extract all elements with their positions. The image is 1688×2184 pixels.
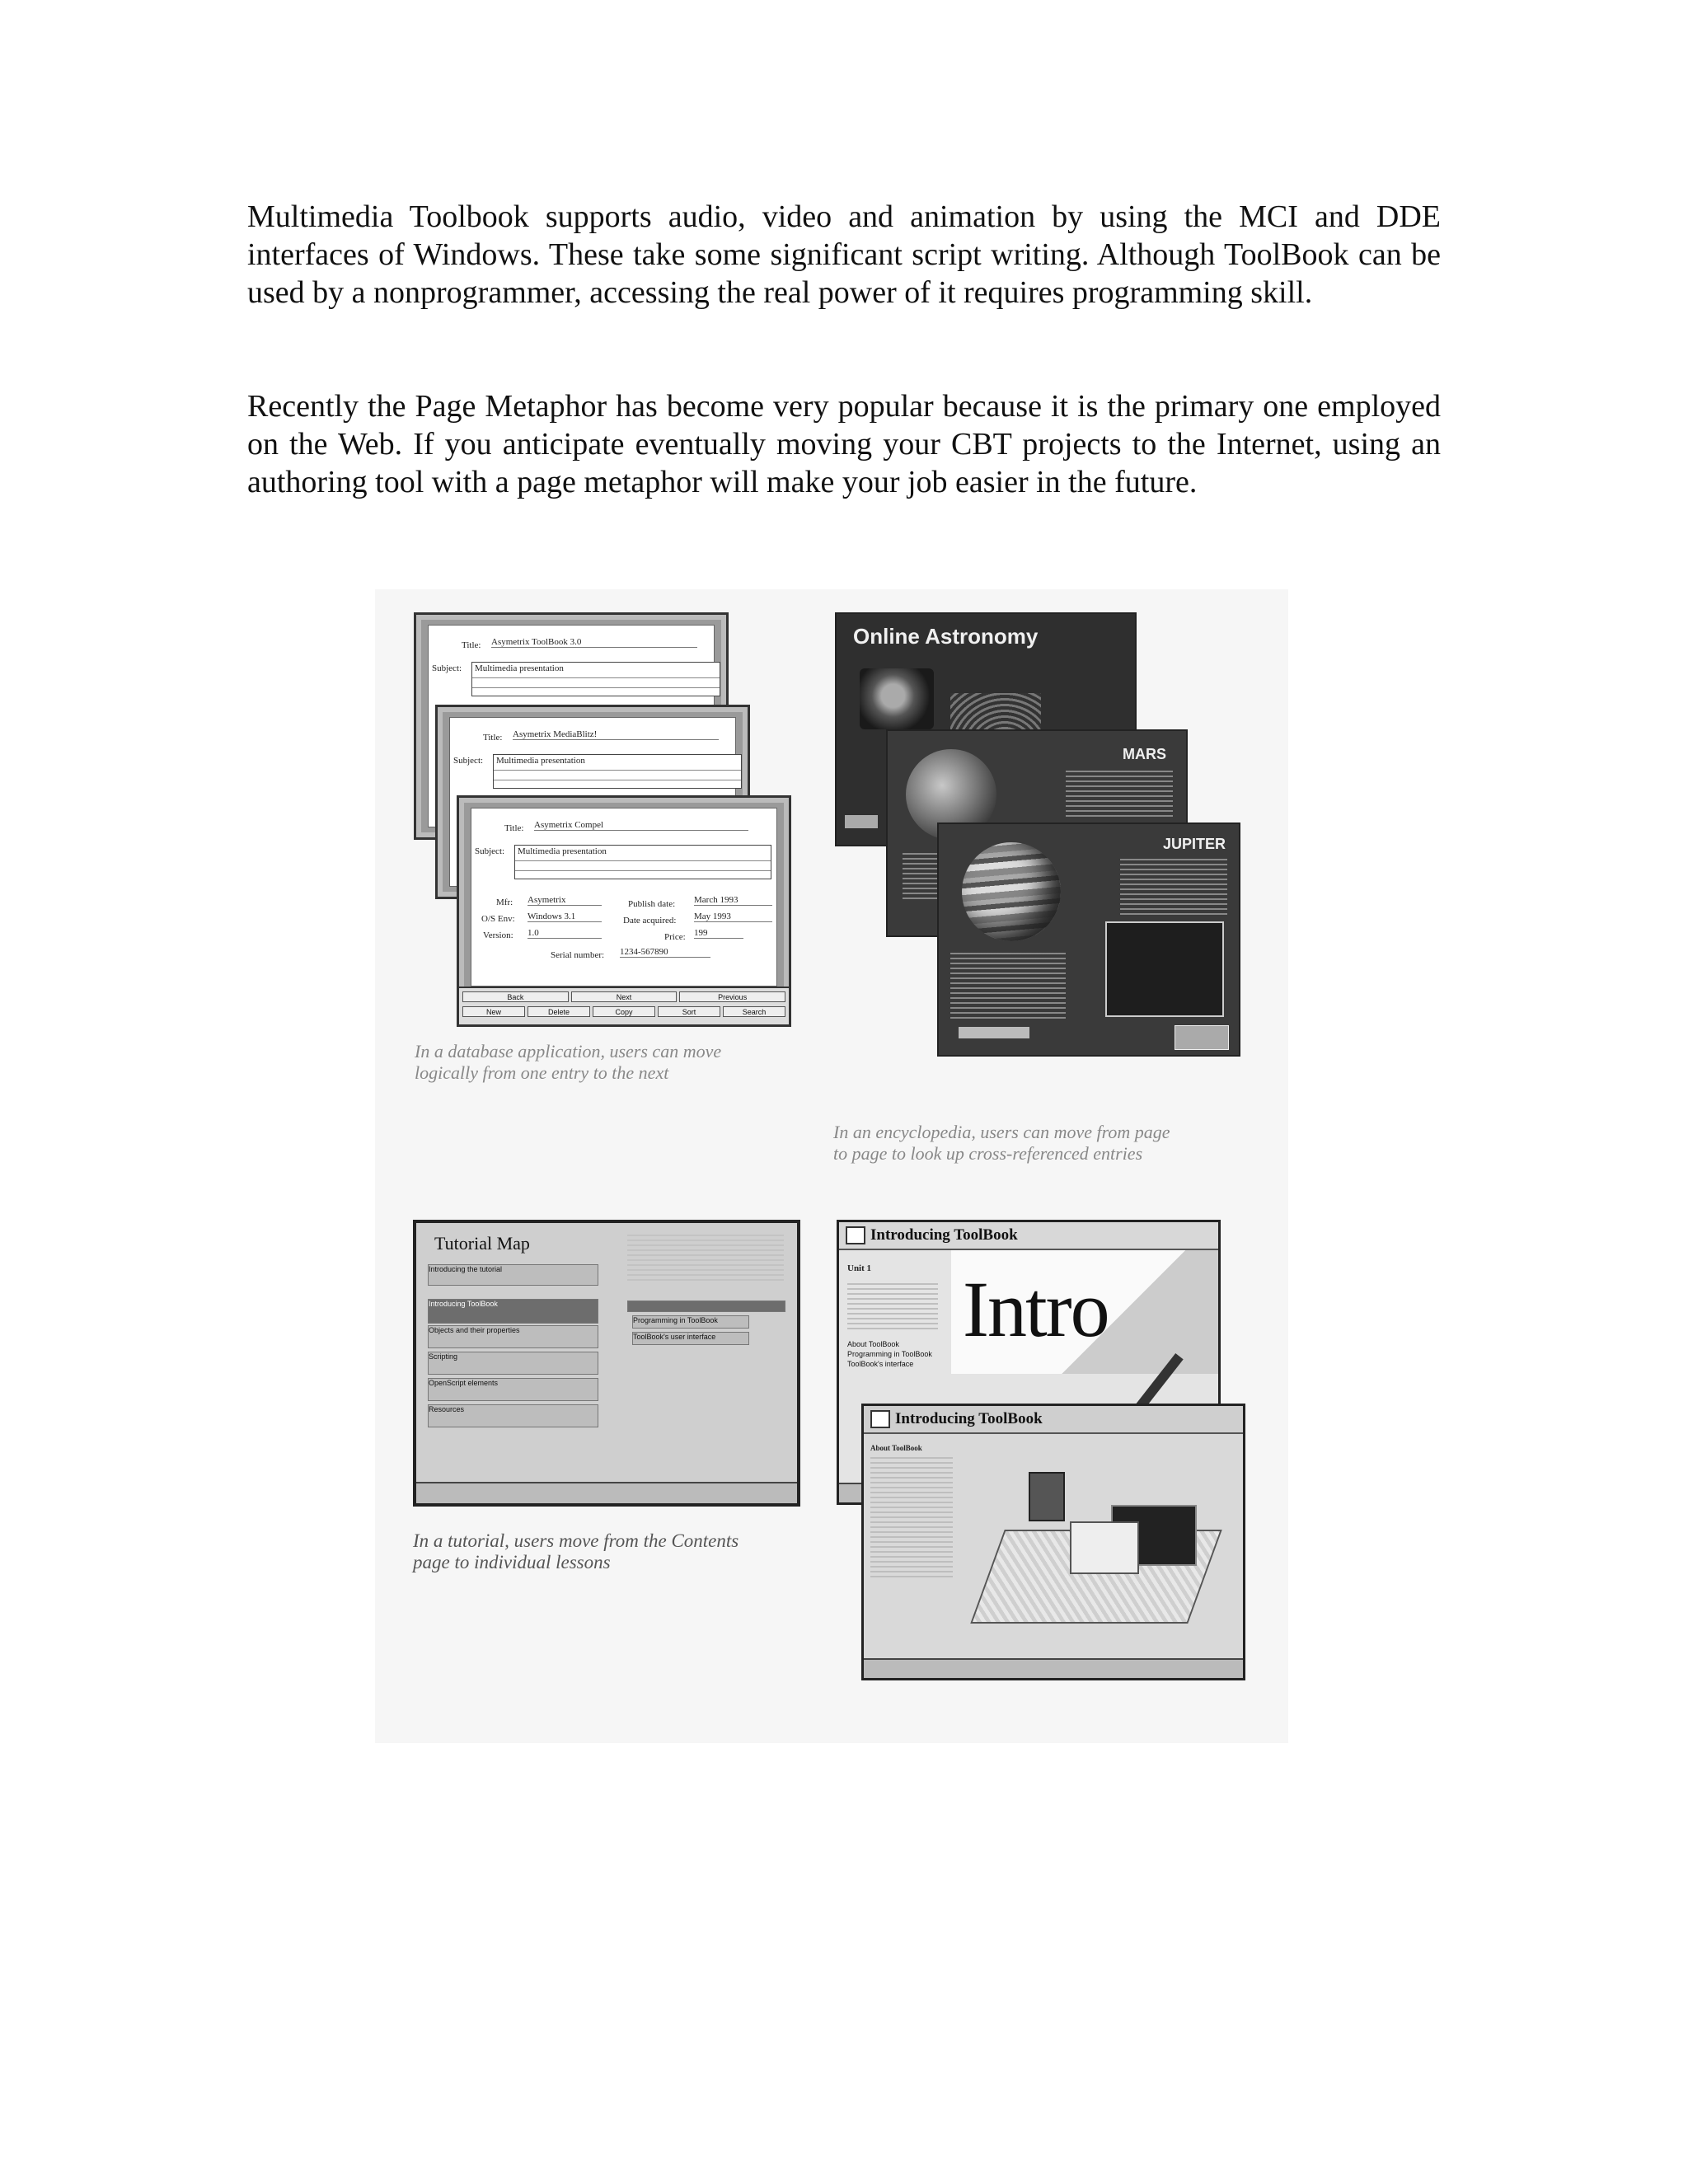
field-value: Windows 3.1 [528, 912, 602, 922]
tutorial-item[interactable]: OpenScript elements [428, 1378, 598, 1401]
planet-image [860, 668, 934, 729]
field-value: Multimedia presentation [475, 663, 564, 673]
field-label: Subject: [453, 756, 484, 766]
intro-big-word: Intro [963, 1265, 1109, 1353]
field-label: Price: [664, 932, 686, 942]
nav-arrows[interactable] [1175, 1025, 1229, 1050]
previous-button[interactable]: Previous [679, 991, 785, 1002]
mini-device [1029, 1472, 1065, 1521]
mini-window-light [1070, 1521, 1139, 1574]
next-button[interactable]: Next [571, 991, 678, 1002]
intro-front-title-bar [864, 1406, 1243, 1434]
field-label: Title: [483, 733, 503, 743]
astronomy-title: Online Astronomy [853, 624, 1039, 649]
intro-screen-front [861, 1404, 1245, 1680]
field-label: O/S Env: [481, 914, 515, 924]
tutorial-title: Tutorial Map [434, 1233, 530, 1254]
figure-panel [375, 589, 1288, 1743]
book-icon [870, 1410, 890, 1428]
sort-button[interactable]: Sort [658, 1006, 720, 1017]
tutorial-item-selected[interactable]: Introducing ToolBook [428, 1299, 598, 1324]
subject-box [471, 662, 720, 696]
database-caption: In a database application, users can move logically from one entry to the next [415, 1041, 722, 1083]
field-value: Asymetrix Compel [534, 820, 748, 831]
contents-button[interactable] [845, 815, 878, 828]
jupiter-screen [937, 823, 1240, 1057]
subject-box [514, 845, 771, 879]
field-value: Asymetrix [528, 895, 602, 906]
intro-front-status-bar [864, 1658, 1243, 1678]
tutorial-item[interactable]: Introducing the tutorial [428, 1264, 598, 1286]
tutorial-status-bar [416, 1482, 797, 1503]
mars-label: MARS [1123, 746, 1166, 762]
field-value: March 1993 [694, 895, 772, 906]
field-value: Multimedia presentation [518, 846, 607, 856]
field-label: Publish date: [628, 899, 676, 909]
field-value: 1234-567890 [620, 947, 710, 958]
field-value: May 1993 [694, 912, 772, 922]
field-label: Date acquired: [623, 916, 677, 926]
intro-bullets: About ToolBook Programming in ToolBook ToolBook's interface [847, 1340, 932, 1368]
field-label: Mfr: [496, 898, 513, 907]
paragraph-2: Recently the Page Metaphor has become very popular because it is the primary one employed on the Web. If you anticipate eventually moving your CBT projects to the Internet, using an authoring tool with a page metaphor will make your job easier in the future. [247, 389, 1441, 499]
field-value: Asymetrix MediaBlitz! [513, 729, 719, 740]
intro-front-title: Introducing ToolBook [895, 1410, 1043, 1427]
tutorial-screen [413, 1220, 800, 1507]
back-button[interactable]: Back [462, 991, 569, 1002]
unit-label: Unit 1 [847, 1263, 872, 1273]
button-bar [459, 987, 789, 1024]
intro-title-bar [839, 1222, 1218, 1250]
astronomy-caption: In an encyclopedia, users can move from page to page to look up cross-referenced entries [833, 1122, 1170, 1164]
tutorial-side-header[interactable] [627, 1301, 785, 1312]
field-value: 199 [694, 928, 743, 939]
field-value: Multimedia presentation [496, 756, 585, 766]
field-label: Serial number: [551, 950, 605, 960]
subject-box [493, 754, 742, 789]
intro-title: Introducing ToolBook [870, 1226, 1018, 1244]
field-label: Subject: [475, 846, 505, 856]
jupiter-diagram [1105, 921, 1224, 1017]
field-value: 1.0 [528, 928, 602, 939]
field-label: Title: [462, 640, 481, 650]
delete-button[interactable]: Delete [528, 1006, 590, 1017]
related-topics-button[interactable] [959, 1027, 1029, 1038]
tutorial-caption: In a tutorial, users move from the Contents page to individual lessons [413, 1530, 739, 1572]
search-button[interactable]: Search [723, 1006, 785, 1017]
about-label: About ToolBook [870, 1444, 922, 1452]
field-label: Version: [483, 930, 513, 940]
tutorial-side-item[interactable]: ToolBook's user interface [632, 1332, 749, 1345]
tutorial-side-item[interactable]: Programming in ToolBook [632, 1315, 749, 1329]
jupiter-planet [962, 842, 1061, 941]
tutorial-item[interactable]: Scripting [428, 1352, 598, 1375]
field-label: Subject: [432, 663, 462, 673]
jupiter-label: JUPITER [1162, 836, 1226, 852]
new-button[interactable]: New [462, 1006, 525, 1017]
paragraph-1: Multimedia Toolbook supports audio, video and animation by using the MCI and DDE interfaces of Windows. These take some significant script writing. Although ToolBook can be used by a nonprogrammer, accessing the real power of it requires programming skill. [247, 199, 1441, 310]
copy-button[interactable]: Copy [593, 1006, 655, 1017]
field-value: Asymetrix ToolBook 3.0 [491, 637, 697, 648]
database-card-front [457, 795, 791, 1027]
book-icon [846, 1226, 865, 1244]
tutorial-item[interactable]: Resources [428, 1404, 598, 1427]
tutorial-item[interactable]: Objects and their properties [428, 1325, 598, 1348]
field-label: Title: [504, 823, 524, 833]
